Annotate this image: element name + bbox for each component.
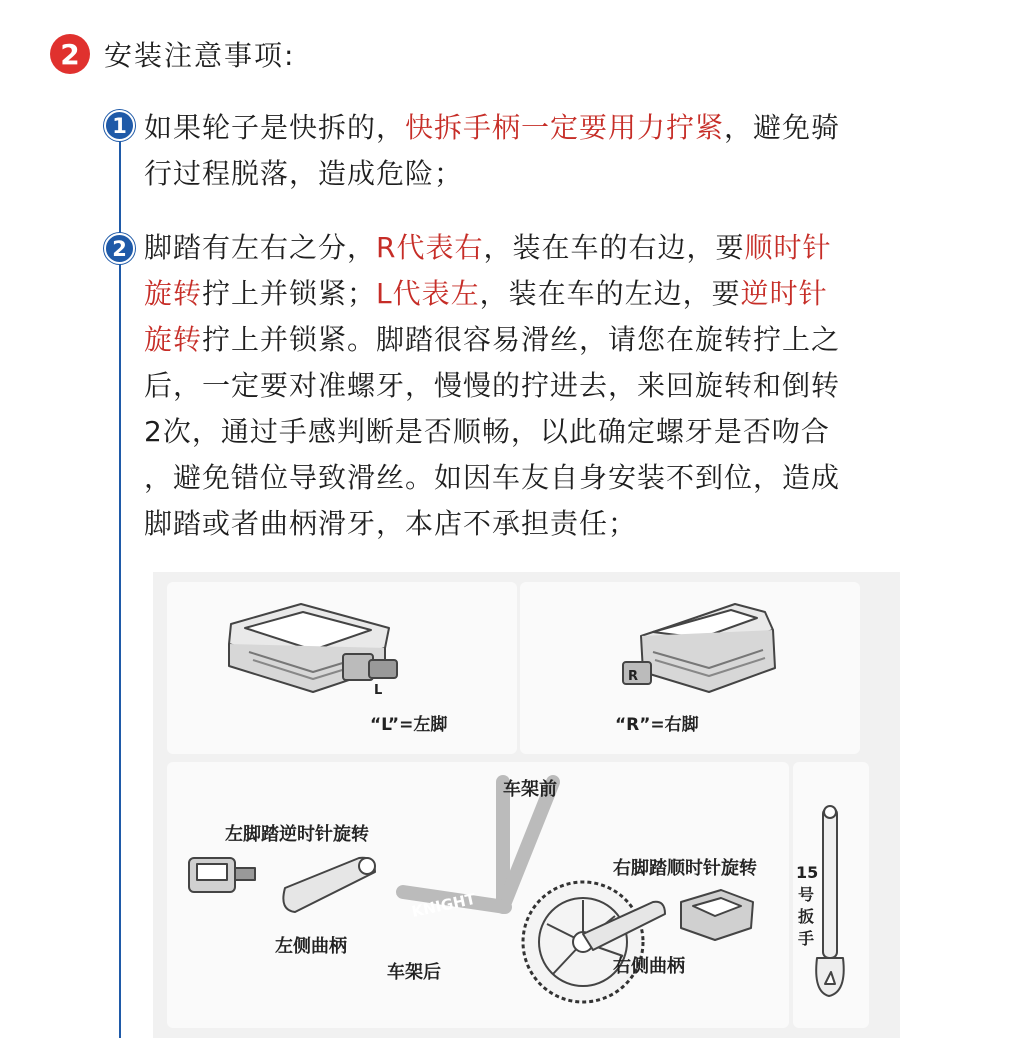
left-pedal-direction-label: 左脚踏逆时针旋转: [225, 824, 369, 845]
item2-line7: 脚踏或者曲柄滑牙，本店不承担责任；: [144, 507, 638, 540]
right-pedal-small-illustration: [681, 890, 753, 940]
installation-diagram: [153, 572, 900, 1038]
note-item-1: [144, 105, 924, 197]
frame-rear-label: 车架后: [387, 962, 441, 983]
wrench-label: 15号扳手: [796, 863, 819, 948]
right-crank-label: 右侧曲柄: [613, 956, 685, 977]
pedal-right-mark: R: [628, 669, 639, 684]
chainring-illustration: [523, 882, 643, 1002]
highlight-text: R代表右: [376, 231, 484, 264]
right-pedal-direction-label: 右脚踏顺时针旋转: [613, 858, 757, 879]
highlight-text: 旋转: [144, 277, 203, 310]
item1-line2: 行过程脱落，造成危险；: [144, 157, 464, 190]
left-crank-label: 左侧曲柄: [275, 936, 347, 957]
diagram-artwork: [153, 572, 900, 1038]
item1-line1: 如果轮子是快拆的，快拆手柄一定要用力拧紧，避免骑: [144, 111, 841, 144]
item-number-badge: 1: [104, 110, 135, 141]
section-number-badge: 2: [50, 34, 90, 74]
frame-brand: KNIGHT: [410, 889, 478, 921]
wrench-illustration: [816, 806, 844, 996]
left-pedal-illustration: [229, 604, 397, 692]
item2-line3: 旋转拧上并锁紧。脚踏很容易滑丝，请您在旋转拧上之: [144, 323, 841, 356]
item2-line5: 2次，通过手感判断是否顺畅，以此确定螺牙是否吻合: [144, 415, 830, 448]
right-pedal-illustration: [623, 604, 775, 692]
item2-line1: 脚踏有左右之分，R代表右，装在车的右边，要顺时针: [144, 231, 832, 264]
highlight-text: 顺时针: [744, 231, 832, 264]
item2-line2: 旋转拧上并锁紧；L代表左，装在车的左边，要逆时针: [144, 277, 828, 310]
pedal-left-mark: L: [374, 683, 383, 698]
highlight-text: 旋转: [144, 323, 203, 356]
highlight-text: L代表左: [376, 277, 480, 310]
left-pedal-small-illustration: [189, 858, 255, 892]
item2-line6: ，避免错位导致滑丝。如因车友自身安装不到位，造成: [144, 461, 841, 494]
item2-line4: 后，一定要对准螺牙，慢慢的拧进去，来回旋转和倒转: [144, 369, 841, 402]
frame-front-label: 车架前: [503, 779, 557, 800]
section-heading: [50, 34, 295, 74]
left-crank-illustration: [283, 858, 375, 912]
right-pedal-caption: “R”=右脚: [615, 715, 699, 735]
item-number-badge: 2: [104, 233, 135, 264]
highlight-text: 逆时针: [740, 277, 828, 310]
highlight-text: 快拆手柄一定要用力拧紧: [405, 111, 725, 144]
section-title: 安装注意事项:: [104, 39, 296, 72]
left-pedal-caption: “L”=左脚: [370, 715, 448, 735]
note-item-2: [144, 225, 924, 547]
